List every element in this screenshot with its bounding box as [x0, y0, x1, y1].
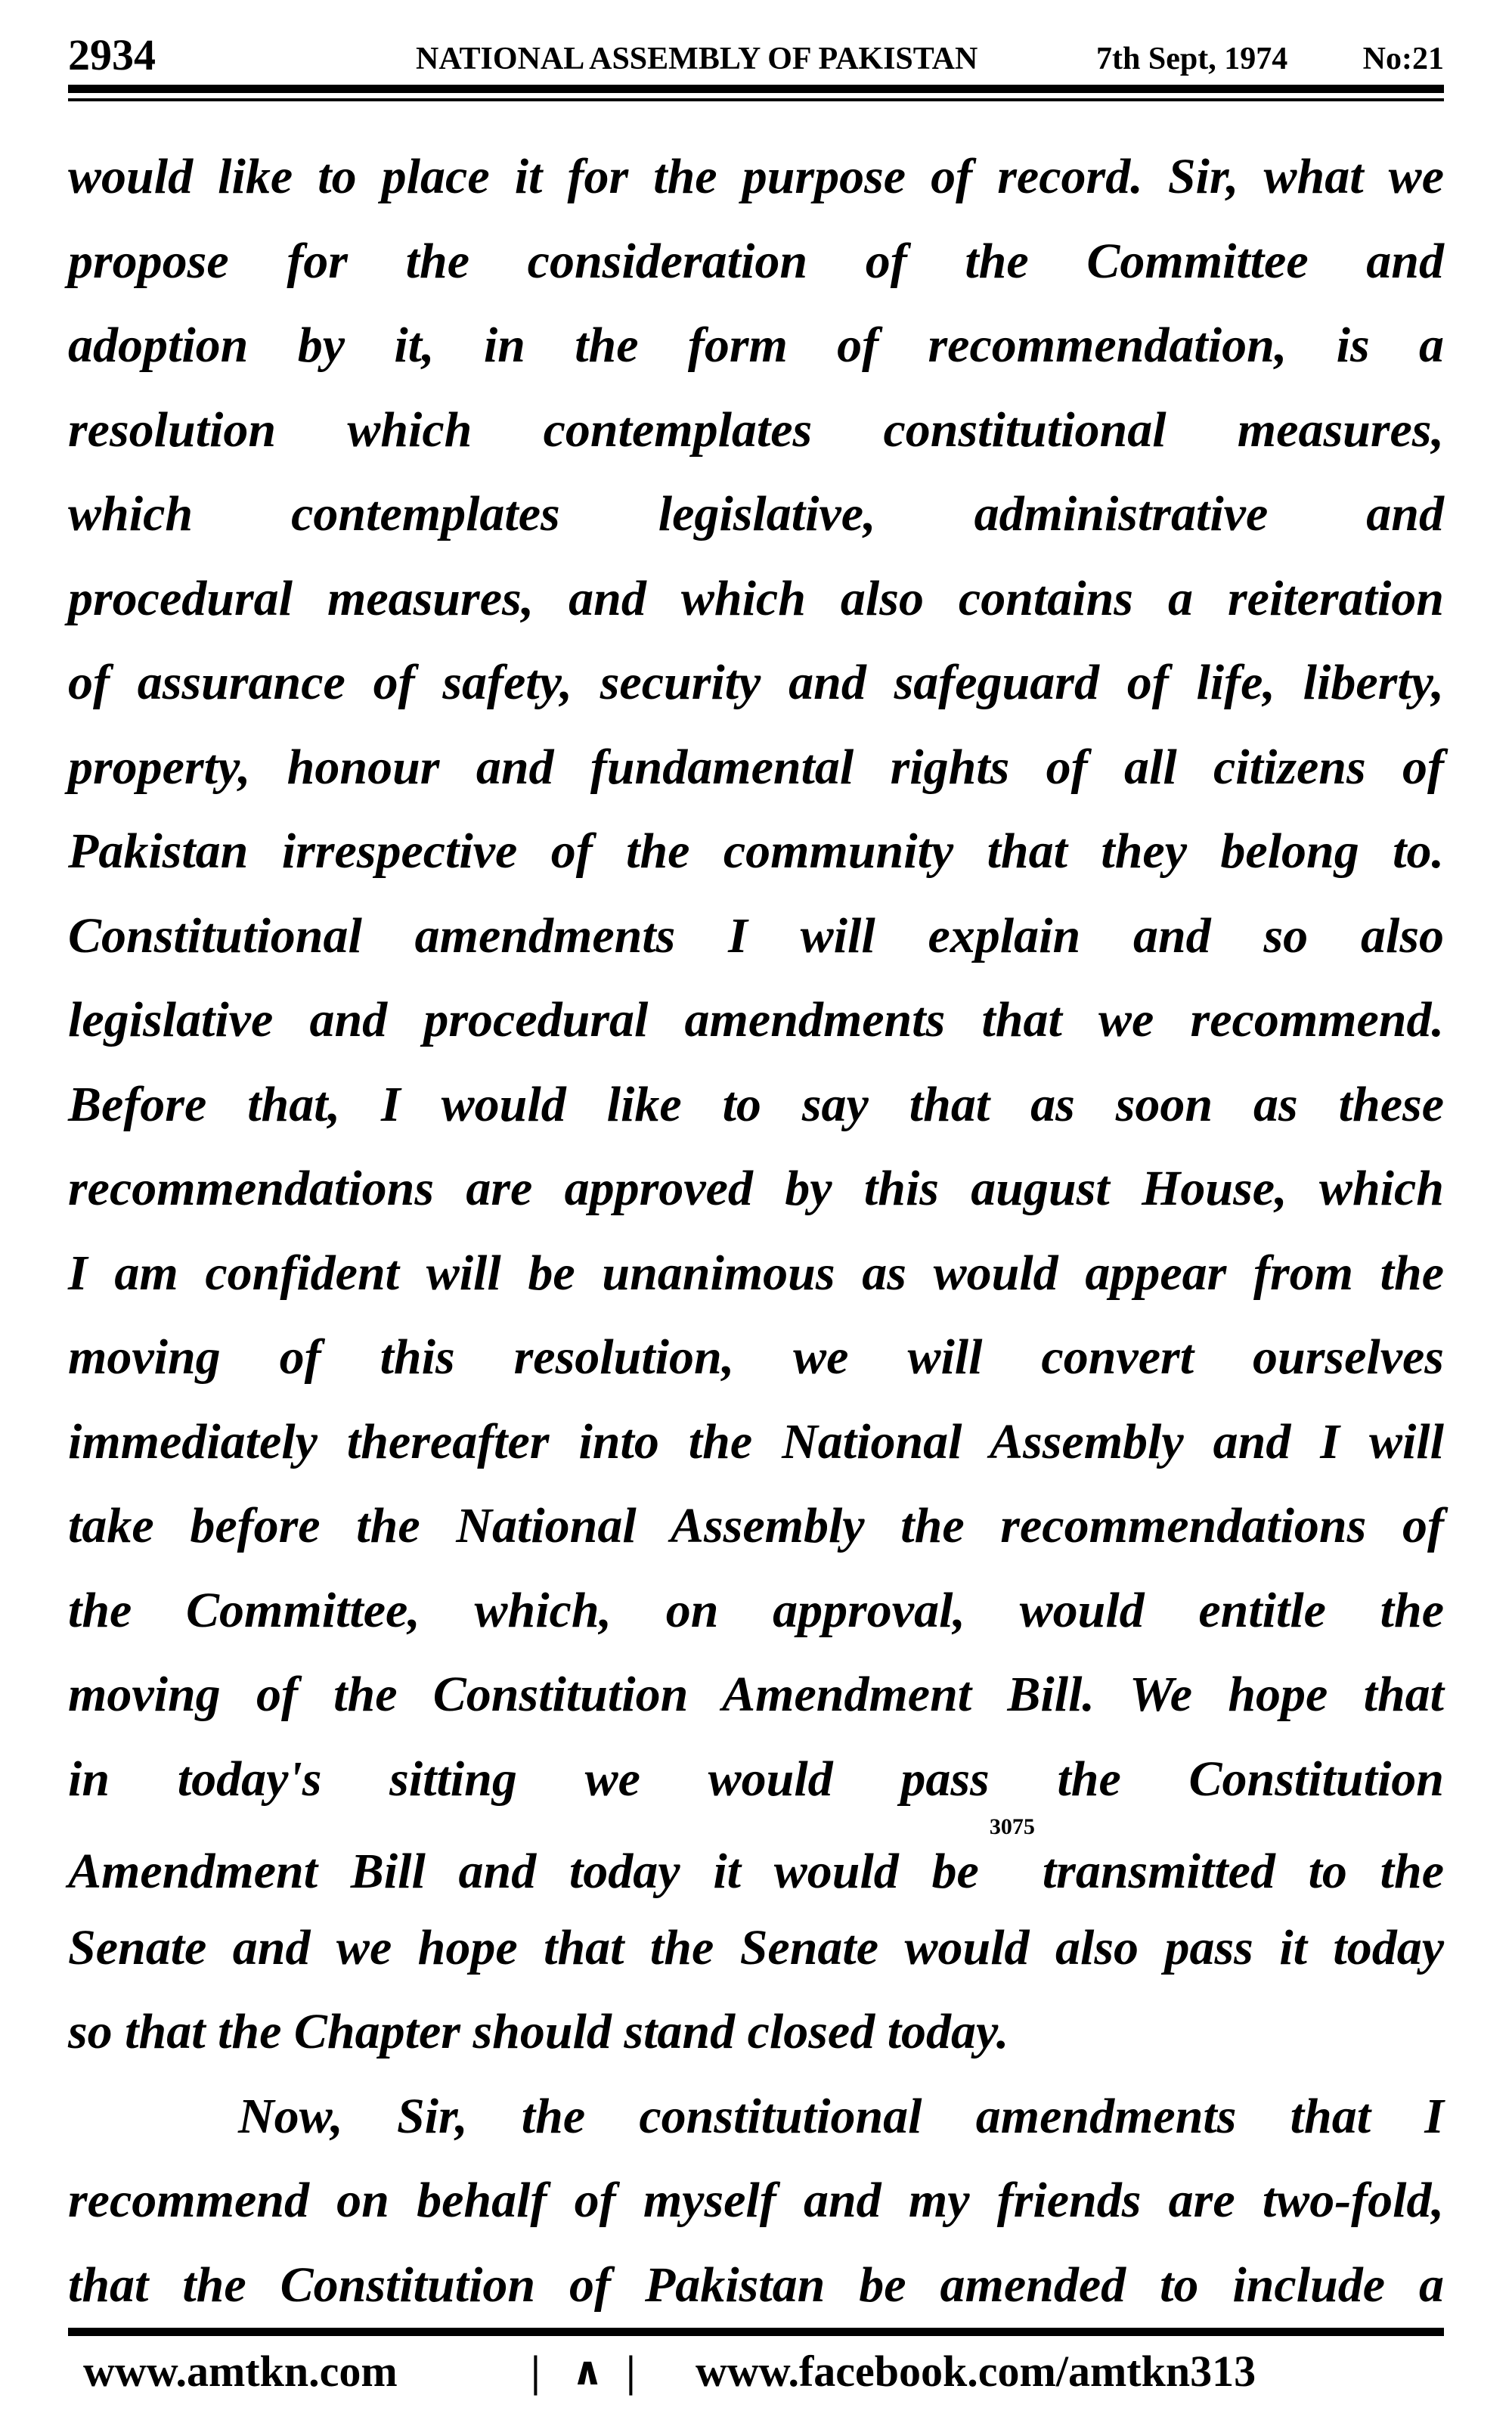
footer-separator: | [626, 2347, 636, 2396]
text-line: Pakistan irrespective of the community that they belong to. [68, 824, 1444, 879]
text-line: propose for the consideration of the Committee and [68, 233, 1444, 289]
text-line: which contemplates legislative, administrative and [68, 486, 1444, 541]
header-rule-thin [68, 98, 1444, 101]
facebook-link[interactable]: www.facebook.com/amtkn313 [696, 2347, 1256, 2396]
text-line: take before the National Assembly the recommendations of [68, 1498, 1444, 1553]
text-line: I am confident will be unanimous as would appear from the [68, 1245, 1444, 1301]
footnote-reference: 3075 [989, 1814, 1035, 1839]
text-line: would like to place it for the purpose of record. Sir, what we [68, 149, 1444, 204]
text-line-with-footnote [68, 1814, 1444, 1906]
text-fragment: transmitted to the [1042, 1844, 1444, 1899]
text-line: recommend on behalf of myself and my friends are two-fold, [68, 2173, 1444, 2228]
header-date: 7th Sept, 1974 [1096, 42, 1288, 76]
text-line: moving of this resolution, we will convert ourselves [68, 1329, 1444, 1385]
text-line: so that the Chapter should stand closed today. [68, 2004, 1009, 2059]
page-header [68, 29, 1444, 82]
up-arrow-icon[interactable]: ∧ [572, 2349, 604, 2394]
text-fragment: Amendment Bill and today it would be [68, 1844, 979, 1899]
text-line: of assurance of safety, security and safeguard of life, liberty, [68, 655, 1444, 710]
text-line: recommendations are approved by this august House, which [68, 1161, 1444, 1216]
text-line: procedural measures, and which also contains a reiteration [68, 570, 1444, 626]
header-rule-thick [68, 85, 1444, 93]
page-footer [68, 2341, 1444, 2402]
header-issue-number: No:21 [1362, 42, 1444, 76]
text-line: immediately thereafter into the National Assembly and I will [68, 1413, 1444, 1469]
text-line: that the Constitution of Pakistan be amended to include a [68, 2257, 1444, 2313]
text-line: Before that, I would like to say that as soon as these [68, 1076, 1444, 1132]
text-line: property, honour and fundamental rights of all citizens of [68, 739, 1444, 795]
body-text [68, 135, 1444, 2327]
text-line: legislative and procedural amendments that we recommend. [68, 992, 1444, 1047]
text-line: Constitutional amendments I will explain and so also [68, 908, 1444, 963]
text-line: the Committee, which, on approval, would entitle the [68, 1582, 1444, 1638]
text-line: moving of the Constitution Amendment Bill. We hope that [68, 1667, 1444, 1722]
footer-rule [68, 2328, 1444, 2336]
text-line: in today's sitting we would pass the Constitution [68, 1751, 1444, 1807]
footer-separator: | [531, 2347, 541, 2396]
website-link[interactable]: www.amtkn.com [83, 2347, 398, 2396]
text-line: resolution which contemplates constitutional measures, [68, 402, 1444, 458]
page-number: 2934 [68, 30, 156, 79]
text-line: Senate and we hope that the Senate would also pass it today [68, 1919, 1444, 1975]
text-line: Now, Sir, the constitutional amendments that I [238, 2088, 1444, 2144]
text-line: adoption by it, in the form of recommendation, is a [68, 318, 1444, 373]
header-title: NATIONAL ASSEMBLY OF PAKISTAN [416, 42, 978, 76]
